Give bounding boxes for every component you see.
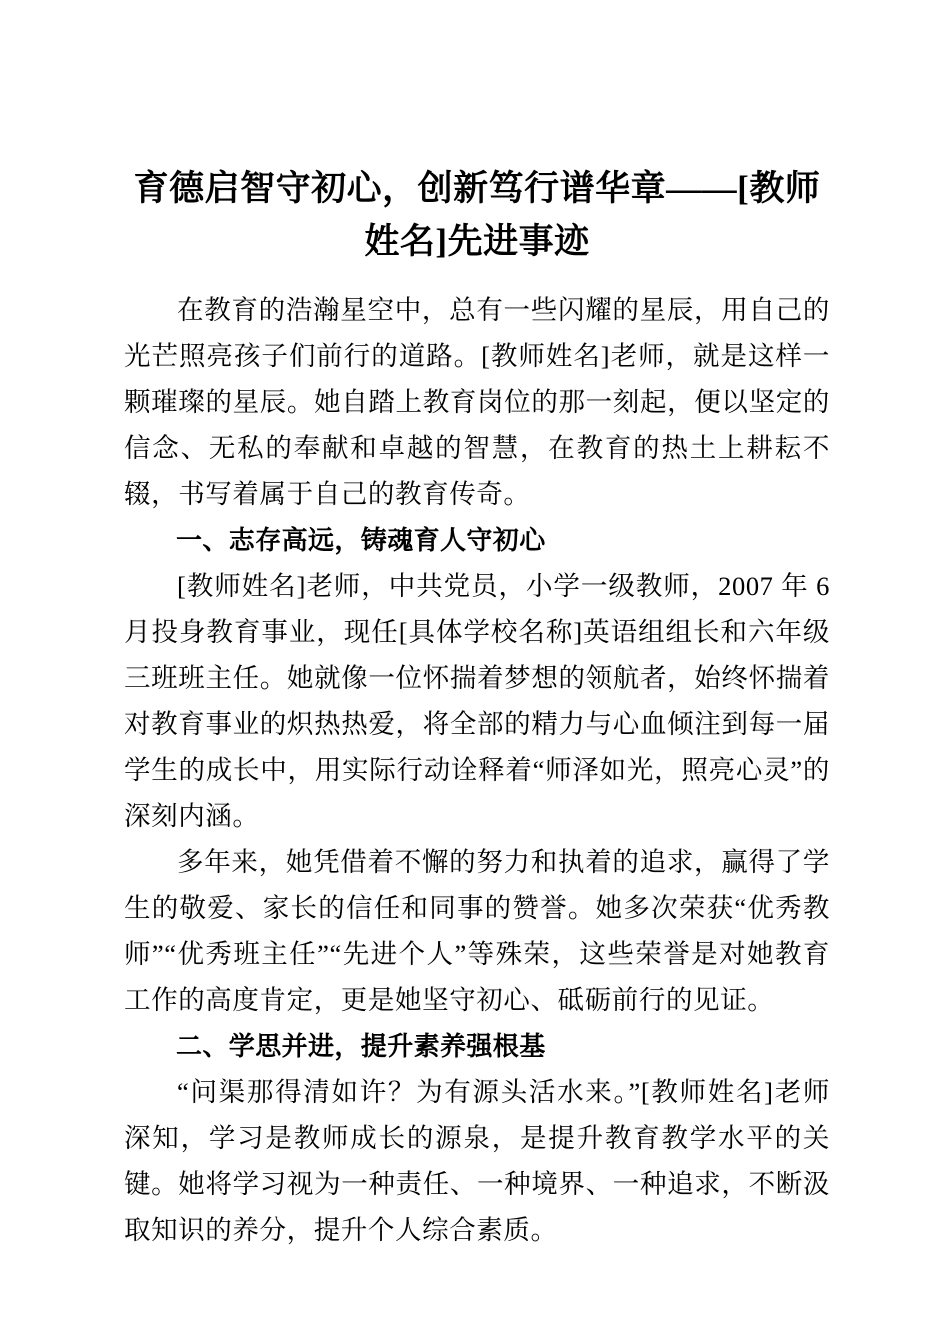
section-one-paragraph-one: [教师姓名]老师，中共党员，小学一级教师，2007 年 6 月投身教育事业，现任[具体学校名称]英语组组长和六年级三班班主任。她就像一位怀揣着梦想的领航者，始终怀揣着对教育事业的炽热热爱，将全部的精力与心血倾注到每一届学生的成长中，用实际行动诠释着“师泽如光，照亮心灵”的深刻内涵。 xyxy=(124,571,830,831)
intro-paragraph: 在教育的浩瀚星空中，总有一些闪耀的星辰，用自己的光芒照亮孩子们前行的道路。[教师姓名]老师，就是这样一颗璀璨的星辰。她自踏上教育岗位的那一刻起，便以坚定的信念、无私的奉献和卓越的智慧，在教育的热土上耕耘不辍，书写着属于自己的教育传奇。 xyxy=(124,295,830,509)
document-body xyxy=(124,0,830,1253)
section-one-paragraph-two: 多年来，她凭借着不懈的努力和执着的追求，赢得了学生的敬爱、家长的信任和同事的赞誉。她多次荣获“优秀教师”“优秀班主任”“先进个人”等殊荣，这些荣誉是对她教育工作的高度肯定，更是她坚守初心、砥砺前行的见证。 xyxy=(124,847,830,1015)
section-heading-two: 二、学思并进，提升素养强根基 xyxy=(176,1031,546,1061)
section-two-paragraph-one: “问渠那得清如许？为有源头活水来。”[教师姓名]老师深知，学习是教师成长的源泉，是提升教育教学水平的关键。她将学习视为一种责任、一种境界、一种追求，不断汲取知识的养分，提升个人综合素质。 xyxy=(124,1077,830,1245)
title-body-spacer xyxy=(124,268,830,287)
page-title: 育德启智守初心，创新笃行谱华章——[教师姓名]先进事迹 xyxy=(133,169,821,261)
section-heading-one: 一、志存高远，铸魂育人守初心 xyxy=(176,525,546,555)
